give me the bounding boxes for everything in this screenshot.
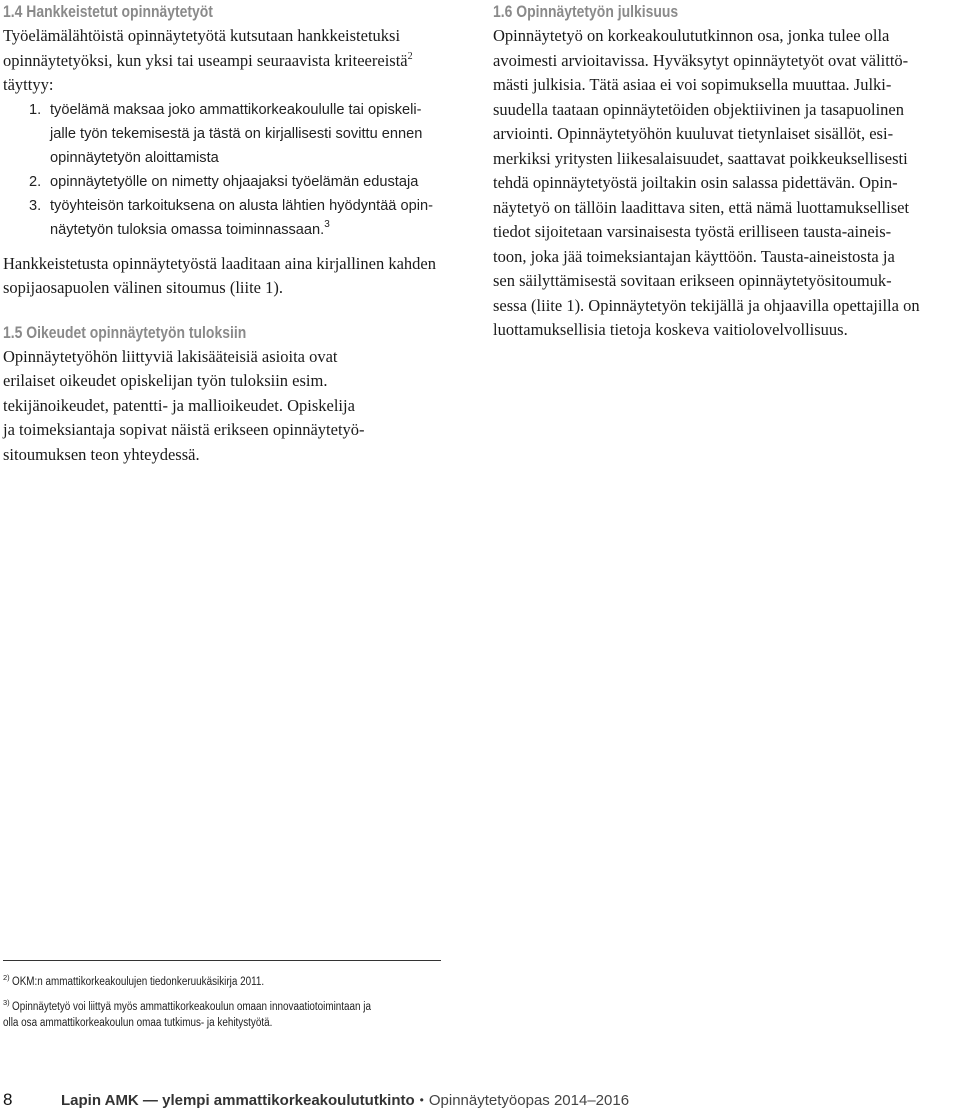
footer-org: Lapin AMK — ylempi ammattikorkeakoulututkinto (61, 1092, 415, 1109)
section-1-6-paragraph: Opinnäytetyö on korkeakoulututkinnon osa, jonka tulee olla avoimesti arvioitavissa. Hyväksytyt opinnäytetyöt ovat välittö- mästi julkisia. Tätä asiaa ei voi sopimuksella muuttaa. Julki- suudella taataan opinnäytetöiden objektiivinen ja tasapuolinen arviointi. Opinnäytetyöhön kuuluvat tietynlaiset sisällöt, esi- merkiksi yritysten liikesalaisuudet, saattavat poikkeuksellisesti tehdä opinnäytetyöstä joiltakin osin salassa pidettävän. Opin- näytetyö on tällöin laadittava siten, että nämä luottamukselliset tiedot sijoitetaan varsinaisesta työstä erilliseen tausta-aineis- toon, joka jää toimeksiantajan käyttöön. Tausta-aineistosta ja sen säilyttämisestä sovitaan erikseen opinnäytetyösitoumuk- sessa (liite 1). Opinnäytetyön tekijällä ja ohjaavilla opettajilla on luottamuksellisia tietoja koskeva vaitiolovelvollisuus. (493, 26, 920, 339)
page-footer (3, 1086, 943, 1116)
footer-separator: • (419, 1093, 424, 1107)
footer-guide-title: Opinnäytetyöopas 2014–2016 (428, 1092, 630, 1109)
list-item: 1. työelämä maksaa joko ammattikorkeakoululle tai opiskeli- jalle työn tekemisestä ja tästä on kirjallisesti sovittu ennen opinnäytetyön aloittamista (3, 98, 471, 170)
section-heading-1-4: 1.4 Hankkeistetut opinnäytetyöt (3, 2, 213, 21)
footnote-ref-3: 3 (324, 218, 330, 230)
list-number: 1. (29, 101, 42, 118)
right-column (493, 0, 960, 343)
list-item: 2. opinnäytetyölle on nimetty ohjaajaksi työelämän edustaja (3, 170, 471, 194)
section-1-5-paragraph: Opinnäytetyöhön liittyviä lakisääteisiä asioita ovat erilaiset oikeudet opiskelijan työn tuloksiin esim. tekijänoikeudet, patentti- ja mallioikeudet. Opiskelija ja toimeksiantaja sopivat näistä erikseen opinnäytetyö- sitoumuksen teon yhteydessä. (3, 346, 365, 464)
section-1-4-paragraph: Hankkeistetusta opinnäytetyöstä laaditaan aina kirjallinen kahden sopijaosapuolen välinen sitoumus (liite 1). (3, 253, 436, 297)
intro-line: täyttyy: (3, 75, 54, 94)
section-heading-1-5: 1.5 Oikeudet opinnäytetyön tuloksiin (3, 322, 247, 342)
section-heading-1-6: 1.6 Opinnäytetyön julkisuus (493, 2, 679, 21)
list-number: 3. (29, 197, 42, 214)
footnote-ref-2: 2 (407, 50, 413, 62)
footnote-3: $^{3)}$ Opinnäytetyö voi liittyä myös ammattikorkeakoulun omaan innovaatiotoimintaan ja olla osa ammattikorkeakoulun omaa tutkimus- ja kehitystyötä. (3, 997, 371, 1029)
footnote-divider (3, 960, 441, 961)
footnote-mark: 3) (3, 997, 10, 1007)
footer-title (61, 1092, 629, 1109)
left-column (3, 0, 471, 467)
section-1-4-intro (3, 24, 471, 98)
list-item: 3. työyhteisön tarkoituksena on alusta lähtien hyödyntää opin- näytetyön tuloksia omassa toiminnassaan.$^3$ (3, 194, 471, 242)
criteria-list (3, 98, 471, 242)
footnote-2: $^{2)}$ OKM:n ammattikorkeakoulujen tiedonkeruukäsikirja 2011. (3, 973, 264, 988)
intro-line: Työelämälähtöistä opinnäytetyötä kutsutaan hankkeistetuksi (3, 26, 401, 45)
footnotes (3, 970, 443, 1036)
footnote-mark: 2) (3, 973, 10, 982)
list-number: 2. (29, 173, 42, 190)
page-number: 8 (3, 1090, 13, 1109)
intro-line: opinnäytetyöksi, kun yksi tai useampi seuraavista kriteereistä$^2$ (3, 50, 413, 70)
